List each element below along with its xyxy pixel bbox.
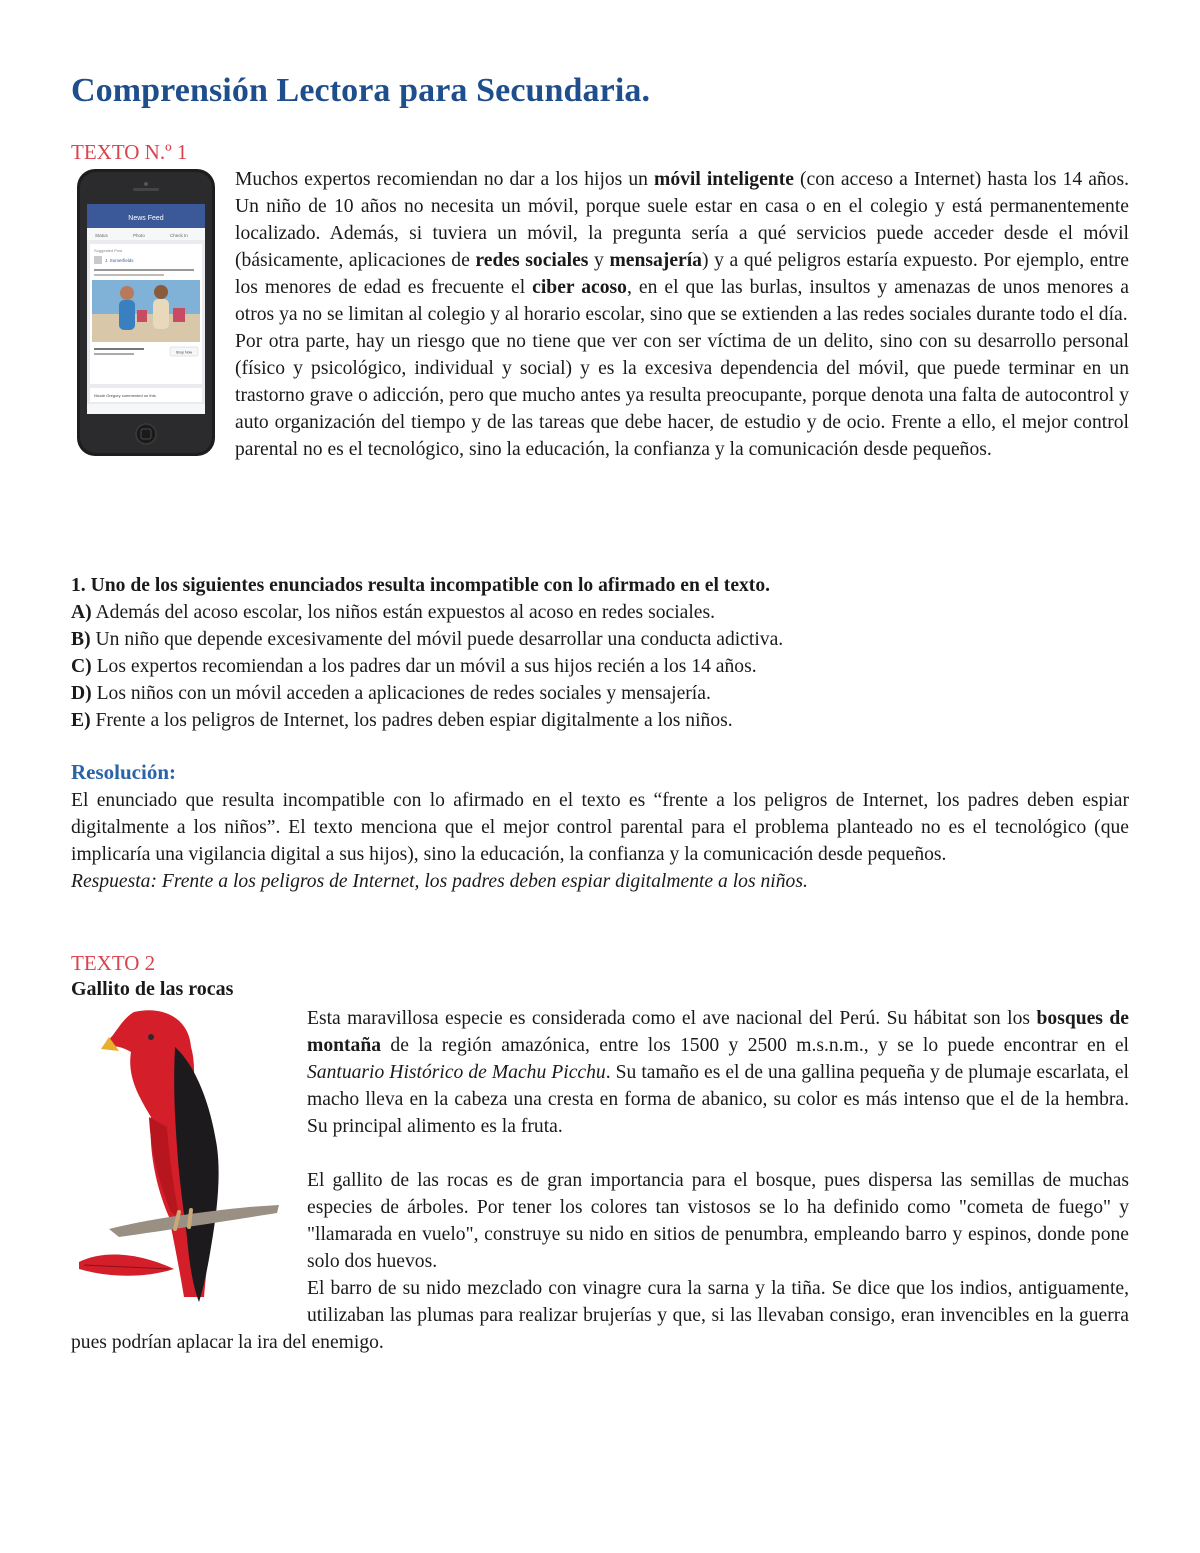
phone-app-title: News Feed [128, 215, 164, 222]
option-b [71, 626, 1129, 653]
option-a [71, 599, 1129, 626]
texto1-section [71, 166, 1129, 463]
texto2-paragraph-1-run: bosques de montaña [307, 1008, 1129, 1056]
question-1 [71, 572, 1129, 734]
phone-suggested-label: Suggested Post [94, 248, 123, 253]
texto2-subtitle: Gallito de las rocas [71, 978, 234, 1000]
option-c [71, 653, 1129, 680]
texto2-paragraph-1-run: de la región amazónica, entre los 1500 y 2500 m.s.n.m., y se lo puede encontrar en el [381, 1035, 1129, 1056]
texto2-section [71, 1005, 1129, 1356]
option-d-text: Los niños con un móvil acceden a aplicaciones de redes sociales y mensajería. [91, 683, 711, 704]
option-e-letter: E) [71, 710, 91, 731]
texto1-heading: TEXTO N.º 1 [71, 140, 188, 164]
resolution-title: Resolución: [71, 760, 176, 784]
option-e [71, 707, 1129, 734]
texto1-paragraph-1-run: (con acceso a Internet) hasta los 14 años. Un niño de 10 años no necesita un móvil, porque suele estar en casa o en el colegio y está permanentemente localizado. Además, si tuviera un móvil, la pregunta sería a qué servicios puede acceder desde el móvil (básicamente, aplicaciones de [235, 169, 1130, 271]
texto2-paragraph-1-run: Esta maravillosa especie es considerada como el ave nacional del Perú. Su hábitat son los [307, 1008, 1037, 1029]
phone-tab-photo: Photo [133, 233, 145, 238]
texto1-paragraph-1-run: ) y a qué peligros estaría expuesto. Por ejemplo, entre los menores de edad es frecuente el [235, 250, 1129, 298]
texto1-paragraph-2: Por otra parte, hay un riesgo que no tiene que ver con ser víctima de un delito, sino con su desarrollo personal (físico y psicológico, individual y social) y es la excesiva dependencia del móvil, que puede terminar en un trastorno grave o adicción, pero que mucho antes ya resulta preocupante, porque denota una falta de autocontrol y auto organización del tiempo y de las tareas que debe hacer, de estudio y de ocio. Frente a ello, el mejor control parental no es el tecnológico, sino la educación, la confianza y la comunicación desde pequeños. [235, 331, 1129, 460]
phone-tab-checkin: Check In [170, 233, 188, 238]
texto2-paragraph-2: El gallito de las rocas es de gran importancia para el bosque, pues dispersa las semillas de muchas especies de árboles. Por tener los colores tan vistosos se lo ha definido como "cometa de fuego" y "llamarada en vuelo", construye su nido en sitios de penumbra, empleando barro y espinos, donde pone solo dos huevos. [307, 1170, 1129, 1272]
option-c-letter: C) [71, 656, 92, 677]
option-d [71, 680, 1129, 707]
texto1-paragraph-1-run: , en el que las burlas, insultos y amenazas de unos menores a otros ya no se limitan al colegio y al horario escolar, sino que se extienden a las redes sociales durante todo el día. [235, 277, 1129, 325]
option-d-letter: D) [71, 683, 92, 704]
texto1-paragraph-1-run: y [588, 250, 610, 271]
option-a-letter: A) [71, 602, 92, 623]
option-a-text: Además del acoso escolar, los niños están expuestos al acoso en redes sociales. [91, 602, 716, 623]
texto2-paragraph-1-run: . Su tamaño es el de una gallina pequeña y de plumaje escarlata, el macho lleva en la cabeza una cresta en forma de abanico, su color es más intenso que el de la hembra. Su principal alimento es la fruta. [307, 1062, 1129, 1137]
texto2-heading: TEXTO 2 [71, 951, 156, 975]
texto2-paragraph-1-run: Santuario Histórico de Machu Picchu [307, 1062, 606, 1083]
smartphone-image [75, 168, 217, 458]
gallito-de-las-rocas-image [79, 1007, 291, 1307]
phone-tab-status: Status [95, 233, 108, 238]
option-b-letter: B) [71, 629, 91, 650]
texto1-paragraph-1-run: móvil inteligente [654, 169, 794, 190]
question-1-title: 1. Uno de los siguientes enunciados resulta incompatible con lo afirmado en el texto. [71, 575, 771, 596]
option-c-text: Los expertos recomiendan a los padres dar un móvil a sus hijos recién a los 14 años. [91, 656, 757, 677]
resolution-section [71, 787, 1129, 895]
texto1-paragraph-1-run: redes sociales [475, 250, 589, 271]
option-b-text: Un niño que depende excesivamente del móvil puede desarrollar una conducta adictiva. [90, 629, 784, 650]
page-title: Comprensión Lectora para Secundaria. [71, 72, 651, 109]
resolution-text: El enunciado que resulta incompatible con lo afirmado en el texto es “frente a los peligros de Internet, los padres deben espiar digitalmente a los niños”. El texto menciona que el mejor control parental para el problema planteado no es el tecnológico (que implicaría una vigilancia digital a sus hijos), sino la educación, la confianza y la comunicación desde pequeños. [71, 790, 1129, 865]
texto1-paragraph-1-run: Muchos expertos recomiendan no dar a los hijos un [235, 169, 654, 190]
phone-page-name: J. Somerfields [105, 258, 134, 263]
texto1-paragraph-1 [71, 166, 1129, 328]
phone-comment-text: Nicole Gregory commented on this. [94, 393, 157, 398]
option-e-text: Frente a los peligros de Internet, los padres deben espiar digitalmente a los niños. [90, 710, 733, 731]
texto2-paragraph-3: El barro de su nido mezclado con vinagre cura la sarna y la tiña. Se dice que los indios, antiguamente, utilizaban las plumas para realizar brujerías y que, si las llevaban consigo, eran invencibles en la guerra pues podrían aplacar la ira del enemigo. [71, 1278, 1129, 1353]
resolution-answer: Respuesta: Frente a los peligros de Internet, los padres deben espiar digitalmente a los niños. [71, 871, 808, 892]
texto1-paragraph-1-run: mensajería [609, 250, 702, 271]
phone-shop-button: Shop Now [175, 350, 193, 355]
texto1-paragraph-1-run: ciber acoso [532, 277, 627, 298]
